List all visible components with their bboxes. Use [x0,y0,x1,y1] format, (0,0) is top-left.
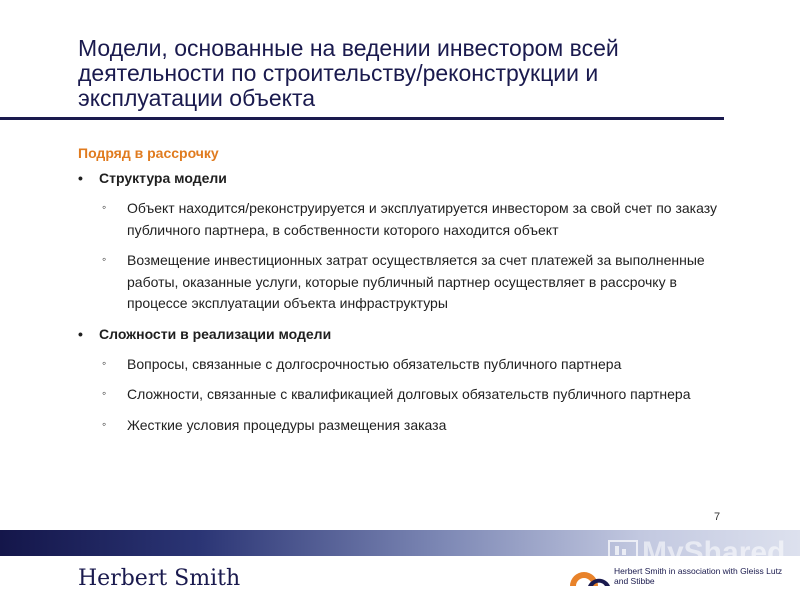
section-model-structure [78,168,728,315]
slide-content [78,168,728,445]
list-item [78,384,728,406]
partner-text: Herbert Smith in association with Gleiss Lutz and Stibbe [614,566,783,586]
sub-bullet-icon: ◦ [102,252,107,266]
list-item [78,198,728,241]
section-heading-text: Сложности в реализации модели [99,325,332,342]
list-item [78,250,728,315]
list-item-text: Объект находится/реконструируется и эксплуатируется инвестором за свой счет по заказу публичного партнера, в собственности которого находится объект [127,200,717,238]
bullet-icon: • [78,170,83,186]
list-item [78,415,728,437]
watermark: MyShared [642,536,786,569]
section-heading-text: Структура модели [99,170,227,186]
list-item-text: Вопросы, связанные с долгосрочностью обязательств публичного партнера [127,355,622,372]
section-heading [78,168,728,188]
page-number: 7 [714,511,721,523]
title-divider [0,117,724,120]
section-implementation-difficulties [78,324,728,437]
list-item [78,354,728,376]
sub-bullet-icon: ◦ [102,355,107,370]
presentation-icon [606,538,640,568]
bullet-icon: • [78,325,83,342]
list-item-text: Жесткие условия процедуры размещения заказа [127,416,447,433]
sub-bullet-icon: ◦ [102,200,107,214]
sub-bullet-icon: ◦ [102,386,107,400]
section-heading [78,324,728,344]
list-item-text: Возмещение инвестиционных затрат осуществляется за счет платежей за выполненные работы, оказанные услуги, которые публичный партнер осуществляет в рассрочку в процессе эксплуатации объекта инфраструктуры [127,252,705,311]
list-item-text: Сложности, связанные с квалификацией долговых обязательств публичного партнера [127,386,691,402]
brand-logo-text: Herbert Smith [78,566,241,591]
slide-title: Модели, основанные на ведении инвестором всей деятельности по строительству/реконструкции и эксплуатации объекта [78,35,619,111]
sub-bullet-icon: ◦ [102,416,107,431]
partner-logo-icon [568,566,612,588]
slide-subtitle: Подряд в рассрочку [78,145,219,161]
